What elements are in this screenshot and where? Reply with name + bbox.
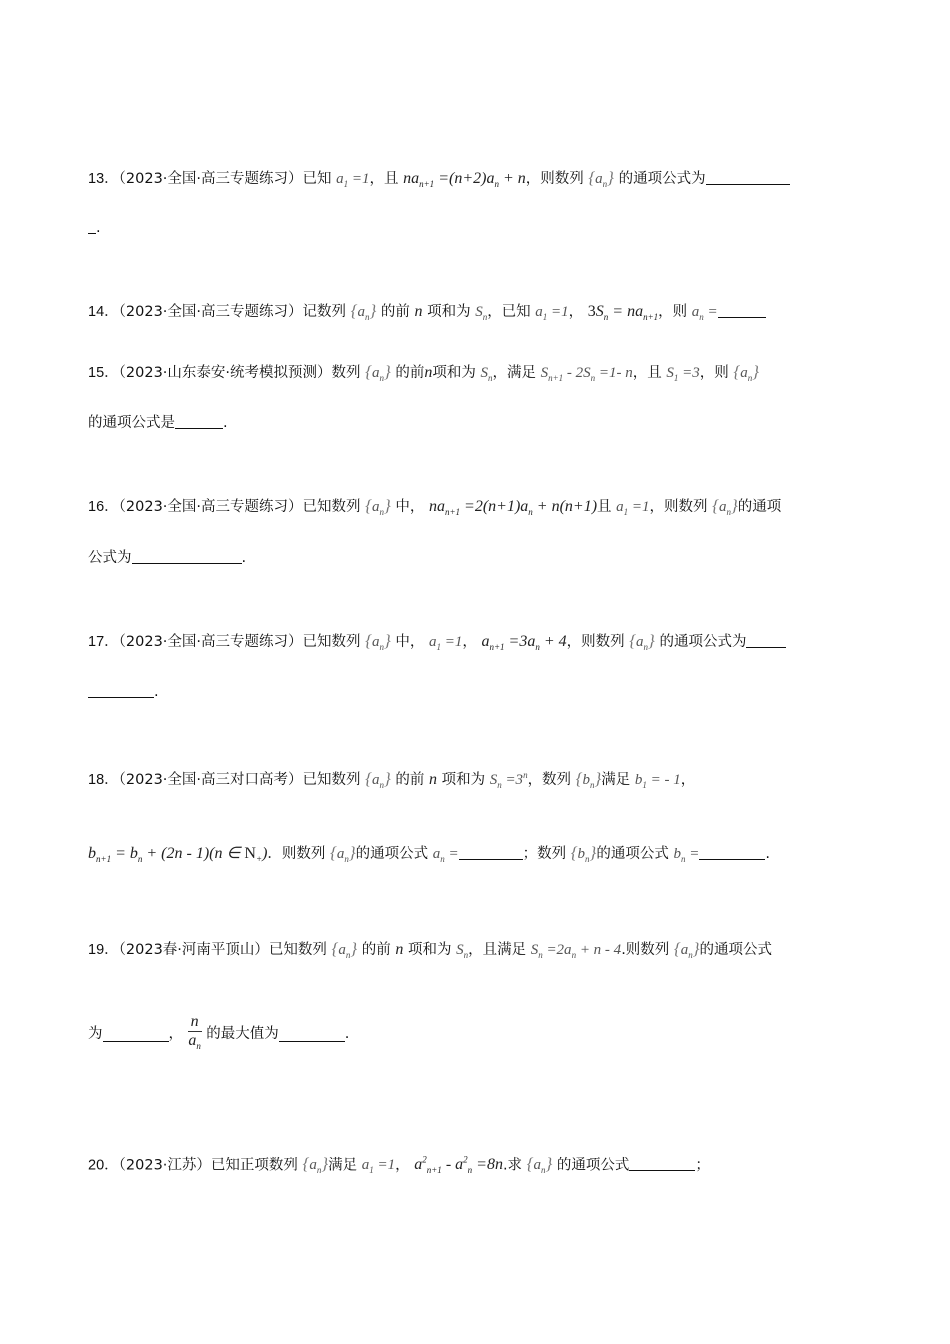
- answer-blank[interactable]: [459, 845, 523, 860]
- question-number: 16．: [88, 499, 119, 515]
- question-13-continued: .: [88, 218, 101, 238]
- question-17: 17．（2023·全国·高三专题练习）已知数列 $\{a_n\}$ 中， $a_1 =1$， $a_{n+1} =3a_n + 4$，则数列 $\{a_n\}$ 的通项公式为: [88, 631, 786, 657]
- question-source: （2023·全国·高三专题练习）已知数列: [118, 634, 361, 650]
- formula: $a_1 =1$: [428, 634, 463, 652]
- question-16: 16．（2023·全国·高三专题练习）已知数列 $\{a_n\}$ 中， $na_{n+1} =2(n+1)a_n + n(n+1)$且 $a_1 =1$，则数列 $\{a_n\}$的通项: [88, 496, 782, 518]
- question-19-continued: 为 ， $\frac{n}{a_n}$ 的最大值为 .: [88, 1013, 349, 1055]
- answer-blank[interactable]: [132, 549, 242, 564]
- formula: $a_1 =1$: [616, 499, 650, 517]
- formula: $3S_n = na_{n+1}$: [587, 303, 659, 323]
- formula: $S_n =2a_n + n - 4$: [530, 942, 622, 960]
- question-source: （2023·全国·高三对口高考）已知数列: [118, 772, 361, 788]
- formula: $\{a_n\}$: [733, 362, 759, 383]
- question-source: （2023·全国·高三专题练习）已知: [118, 171, 332, 187]
- answer-blank[interactable]: [718, 303, 766, 318]
- answer-blank[interactable]: [103, 1027, 169, 1042]
- question-source: （2023·全国·高三专题练习）已知数列: [118, 499, 361, 515]
- question-13: 13．（2023·全国·高三专题练习）已知 $a_1 =1$，且 $na_{n+1} =(n+2)a_n + n$，则数列 $\{a_n\}$ 的通项公式为: [88, 168, 790, 194]
- formula: $\{a_n\}$: [588, 168, 614, 189]
- question-source: （2023·山东泰安·统考模拟预测）数列: [118, 365, 361, 381]
- question-15: 15．（2023·山东泰安·统考模拟预测）数列 $\{a_n\}$ 的前n项和为 $S_n$，满足 $S_{n+1} - 2S_n =1-$ n，且 $S_1 =3$，则 $\{a_n\}$: [88, 362, 759, 383]
- formula: $\{a_n\}$: [365, 496, 391, 517]
- question-number: 14．: [88, 304, 119, 320]
- question-source: （2023·江苏）已知正项数列: [118, 1157, 298, 1174]
- question-14: 14．（2023·全国·高三专题练习）记数列 $\{a_n\}$ 的前 n 项和为 $S_n$，已知 $a_1 =1$， $3S_n = na_{n+1}$，则 $a_n$ =: [88, 301, 766, 327]
- formula: $a^2_{n+1} - a^2_n =8n$: [414, 1155, 503, 1176]
- formula: $\{a_n\}$: [365, 362, 391, 383]
- question-number: 20．: [88, 1157, 119, 1174]
- question-18: 18．（2023·全国·高三对口高考）已知数列 $\{a_n\}$ 的前 n 项和为 $S_n =3^n$，数列 $\{b_n\}$满足 $b_1$ = - 1，: [88, 769, 696, 790]
- answer-blank[interactable]: [706, 170, 790, 185]
- question-number: 19．: [88, 942, 119, 958]
- formula: $a_n$ =: [432, 846, 459, 864]
- formula: $\{a_n\}$: [365, 769, 391, 790]
- formula: $a_1 =1$: [336, 171, 370, 189]
- formula: $\{a_n\}$: [673, 939, 700, 960]
- formula: $a_{n+1} =3a_n + 4$: [481, 633, 567, 653]
- question-18-continued: $b_{n+1} = b_n + (2n - 1)(n$ ∈ $N_+$)．则数列 $\{a_n\}$的通项公式 $a_n$ = ；数列 $\{b_n\}$的通项公式 $b_n$ = .: [88, 843, 770, 865]
- formula: $na_{n+1} =2(n+1)a_n + n(n+1)$: [428, 498, 598, 518]
- formula: $\{b_n\}$: [570, 843, 597, 864]
- question-number: 13．: [88, 171, 119, 187]
- formula: $S_{n+1} - 2S_n =1-$ n: [540, 365, 633, 383]
- formula: $\{a_n\}$: [629, 631, 655, 652]
- question-number: 18．: [88, 772, 119, 788]
- formula: $\{a_n\}$: [365, 631, 391, 652]
- answer-blank[interactable]: [88, 683, 154, 698]
- formula: $\{a_n\}$: [712, 496, 738, 517]
- formula: $S_n$: [475, 304, 488, 322]
- question-number: 15．: [88, 365, 119, 381]
- formula: $na_{n+1} =(n+2)a_n + n$: [403, 170, 526, 190]
- formula: $a_n$ =: [691, 304, 718, 322]
- answer-blank[interactable]: [88, 219, 96, 234]
- fraction: $\frac{n}{a_n}$: [188, 1013, 201, 1052]
- question-number: 17．: [88, 634, 119, 650]
- formula: $\{a_n\}$: [526, 1154, 553, 1176]
- formula: $b_1$ = - 1: [634, 772, 681, 790]
- answer-blank[interactable]: [279, 1027, 345, 1042]
- answer-blank[interactable]: [175, 414, 223, 429]
- question-16-continued: 公式为 .: [88, 550, 247, 566]
- formula: $S_n$: [456, 942, 469, 960]
- question-19: 19．（2023春·河南平顶山）已知数列 $\{a_n\}$ 的前 n 项和为 $S_n$，且满足 $S_n =2a_n + n - 4$.则数列 $\{a_n\}$的通项公式: [88, 939, 773, 960]
- formula: $a_1 =1$: [361, 1157, 396, 1176]
- question-17-continued: .: [88, 682, 159, 702]
- formula: $\{a_n\}$: [302, 1154, 329, 1176]
- formula: $b_n$ =: [673, 846, 700, 864]
- answer-blank[interactable]: [746, 633, 786, 648]
- formula: $S_1 =3$: [666, 365, 700, 383]
- formula: $b_{n+1} = b_n + (2n - 1)(n$ ∈ $N_+$): [88, 845, 268, 865]
- formula: $\{b_n\}$: [575, 769, 602, 790]
- answer-blank[interactable]: [629, 1156, 695, 1171]
- formula: $\{a_n\}$: [330, 843, 356, 864]
- question-source: （2023·全国·高三专题练习）记数列: [118, 304, 347, 320]
- question-15-continued: 的通项公式是 .: [88, 415, 228, 431]
- question-source: （2023春·河南平顶山）已知数列: [118, 942, 327, 958]
- formula: $S_n =3^n$: [489, 770, 528, 790]
- formula: $\{a_n\}$: [350, 301, 377, 322]
- question-20: 20．（2023·江苏）已知正项数列 $\{a_n\}$满足 $a_1 =1$， $a^2_{n+1} - a^2_n =8n$.求 $\{a_n\}$ 的通项公式 ；: [88, 1154, 710, 1176]
- formula: $S_n$: [480, 365, 493, 383]
- formula: $\{a_n\}$: [331, 939, 358, 960]
- answer-blank[interactable]: [699, 845, 765, 860]
- formula: $a_1 =1$: [535, 304, 569, 322]
